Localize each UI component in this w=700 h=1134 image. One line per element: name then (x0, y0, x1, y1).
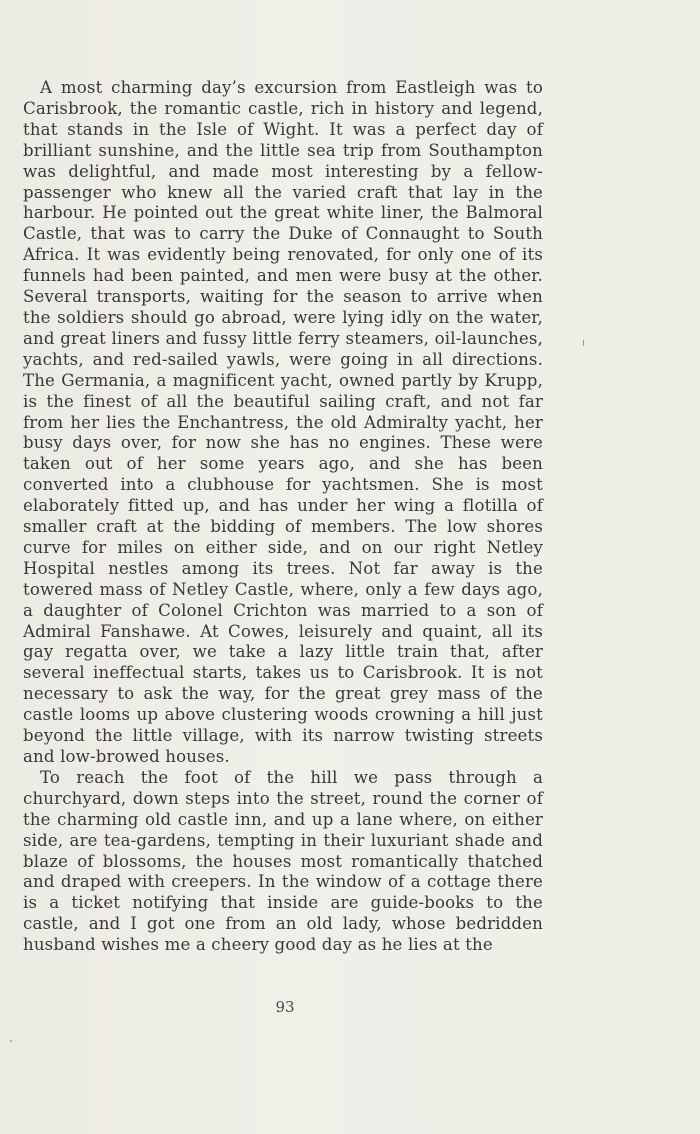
page-number: 93 (275, 998, 295, 1016)
paragraph-1: A most charming day’s excursion from Eastleigh was to Carisbrook, the romantic castle, rich in history and legend, that stands in the Isle of Wight. It was a perfect day of brilliant sunshine, and the little sea trip from Southampton was delightful, and made most interesting by a fellow-passenger who knew all the varied craft that lay in the harbour. He pointed out the great white liner, the Balmoral Castle, that was to carry the Duke of Connaught to South Africa. It was evidently being renovated, for only one of its funnels had been painted, and men were busy at the other. Several transports, waiting for the season to arrive when the soldiers should go abroad, were lying idly on the water, and great liners and fussy little ferry steamers, oil-launches, yachts, and red-sailed yawls, were going in all directions. The Germania, a magnificent yacht, owned partly by Krupp, is the finest of all the beautiful sailing craft, and not far from her lies the Enchantress, the old Admiralty yacht, her busy days over, for now she has no engines. These were taken out of her some years ago, and she has been converted into a clubhouse for yachtsmen. She is most elaborately fitted up, and has under her wing a flotilla of smaller craft at the bidding of members. The low shores curve for miles on either side, and on our right Netley Hospital nestles among its trees. Not far away is the towered mass of Netley Castle, where, only a few days ago, a daughter of Colonel Crichton was married to a son of Admiral Fanshawe. At Cowes, leisurely and quaint, all its gay regatta over, we take a lazy little train that, after several ineffectual starts, takes us to Carisbrook. It is not necessary to ask the way, for the great grey mass of the castle looms up above clustering woods crowning a hill just beyond the little village, with its narrow twisting streets and low-browed houses. (23, 78, 543, 766)
body-text (23, 78, 543, 956)
paper-speck (583, 340, 584, 346)
paragraph-2: To reach the foot of the hill we pass through a churchyard, down steps into the street, round the corner of the charming old castle inn, and up a lane where, on either side, are tea-gardens, tempting in their luxuriant shade and blaze of blossoms, the houses most romantically thatched and draped with creepers. In the window of a cottage there is a ticket notifying that inside are guide-books to the castle, and I got one from an old lady, whose bedridden husband wishes me a cheery good day as he lies at the (23, 767, 543, 955)
paper-speck (10, 1040, 12, 1042)
